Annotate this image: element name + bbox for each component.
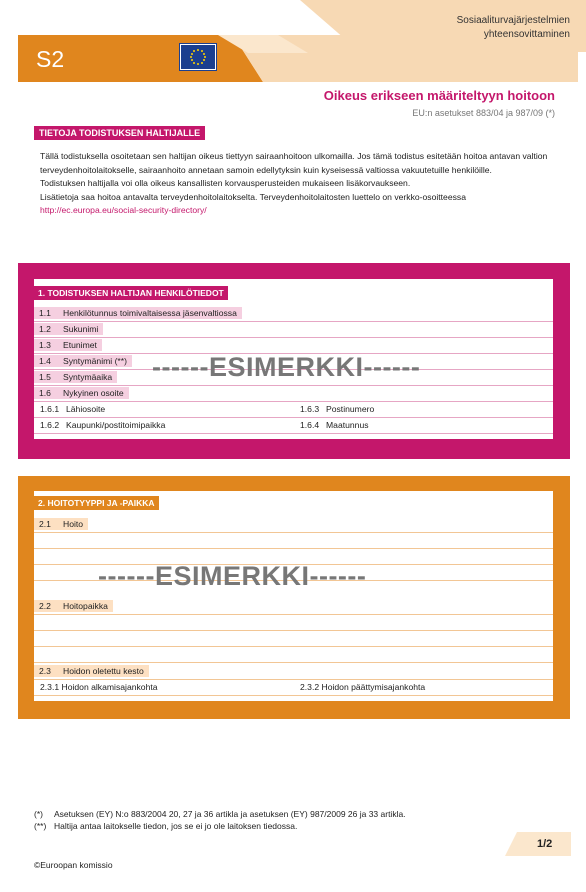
org-line-2: yhteensovittaminen: [483, 29, 570, 40]
intro-paragraph-2: Todistuksen haltijalla voi olla oikeus kansallisten korvausperusteiden mukaiseen lisäkorvaukseen.: [40, 178, 411, 189]
field-number: 1.6.2: [40, 420, 60, 430]
footnotes: [34, 808, 406, 832]
field-number: 2.2: [39, 601, 51, 611]
field-number: 1.6.3: [300, 404, 320, 414]
field-row-2-1[interactable]: [34, 516, 553, 533]
field-number: 1.6.1: [40, 404, 60, 414]
eu-flag-icon: [180, 44, 216, 70]
field-number: 1.5: [39, 372, 51, 382]
field-label: Syntymänimi (**): [63, 356, 127, 366]
page-title: Oikeus erikseen määriteltyyn hoitoon: [323, 88, 555, 103]
footnote-1: Asetuksen (EY) N:o 883/2004 20, 27 ja 36 artikla ja asetuksen (EY) 987/2009 26 ja 33 artikla.: [54, 809, 406, 819]
field-number: 1.6.4: [300, 420, 320, 430]
intro-paragraph-3: Lisätietoja saa hoitoa antavalta terveydenhoitolaitokselta. Terveydenhoitolaitosten luettelo on verkko-osoitteessa: [40, 191, 466, 202]
org-line-1: Sosiaaliturvajärjestelmien: [456, 15, 570, 26]
field-row-2-3-dates[interactable]: [34, 679, 553, 696]
field-label: Etunimet: [63, 340, 97, 350]
field-row-1-2[interactable]: [34, 321, 553, 338]
field-row-1-1[interactable]: [34, 305, 553, 322]
field-number: 1.1: [39, 308, 51, 318]
intro-label: TIETOJA TODISTUKSEN HALTIJALLE: [34, 126, 205, 140]
watermark-section-2: ------ESIMERKKI------: [98, 561, 367, 591]
field-label: Hoidon oletettu kesto: [63, 666, 144, 676]
field-number: 1.4: [39, 356, 51, 366]
field-label: Lähiosoite: [66, 404, 106, 414]
form-code: S2: [36, 46, 65, 72]
field-label: Sukunimi: [63, 324, 99, 334]
section-2-heading: 2. HOITOTYYPPI JA -PAIKKA: [34, 496, 159, 510]
field-row-2-2-line[interactable]: [34, 630, 553, 647]
field-start-date-label: 2.3.1 Hoidon alkamisajankohta: [40, 682, 158, 692]
field-number: 1.6: [39, 388, 51, 398]
field-row-1-6[interactable]: [34, 385, 553, 402]
field-row-2-2[interactable]: [34, 598, 553, 615]
directory-link[interactable]: http://ec.europa.eu/social-security-directory/: [40, 205, 207, 216]
organization-name: [457, 14, 570, 42]
copyright: ©Euroopan komissio: [34, 860, 113, 870]
field-label: Postinumero: [326, 404, 375, 414]
intro-paragraph-1: Tällä todistuksella osoitetaan sen haltijan oikeus tiettyyn sairaanhoitoon ulkomailla. Jos tämä todistus esitetään hoitoa antavan valtion terveydenhoitolaitokselle, sairaanhoito annetaan samoin edellytyksin kuin kyseisessä valtiossa vakuutetuille henkilöille.: [40, 151, 548, 175]
footnote-mark-1: (*): [34, 809, 43, 819]
footnote-2: Haltija antaa laitokselle tiedon, jos se ei jo ole laitoksen tiedossa.: [54, 821, 298, 831]
page-subtitle: EU:n asetukset 883/04 ja 987/09 (*): [412, 108, 555, 118]
footnote-mark-2: (**): [34, 821, 47, 831]
field-label: Hoitopaikka: [63, 601, 108, 611]
field-row-2-1-line[interactable]: [34, 532, 553, 549]
field-label: Hoito: [63, 519, 84, 529]
field-row-1-6-b[interactable]: [34, 417, 553, 434]
intro-text: [40, 150, 560, 218]
field-label: Nykyinen osoite: [63, 388, 124, 398]
field-number: 2.1: [39, 519, 51, 529]
section-1-heading: 1. TODISTUKSEN HALTIJAN HENKILÖTIEDOT: [34, 286, 228, 300]
field-end-date-label: 2.3.2 Hoidon päättymisajankohta: [300, 682, 426, 692]
field-row-2-2-line[interactable]: [34, 646, 553, 663]
field-row-2-3[interactable]: [34, 663, 553, 680]
page-number: 1/2: [537, 838, 553, 850]
field-number: 1.2: [39, 324, 51, 334]
field-row-2-2-line[interactable]: [34, 614, 553, 631]
watermark-section-1: ------ESIMERKKI------: [152, 352, 421, 382]
field-label: Maatunnus: [326, 420, 369, 430]
field-label: Kaupunki/postitoimipaikka: [66, 420, 166, 430]
field-label: Syntymäaika: [63, 372, 113, 382]
field-label: Henkilötunnus toimivaltaisessa jäsenvaltiossa: [63, 308, 237, 318]
field-number: 2.3: [39, 666, 51, 676]
field-number: 1.3: [39, 340, 51, 350]
field-row-1-6-a[interactable]: [34, 401, 553, 418]
